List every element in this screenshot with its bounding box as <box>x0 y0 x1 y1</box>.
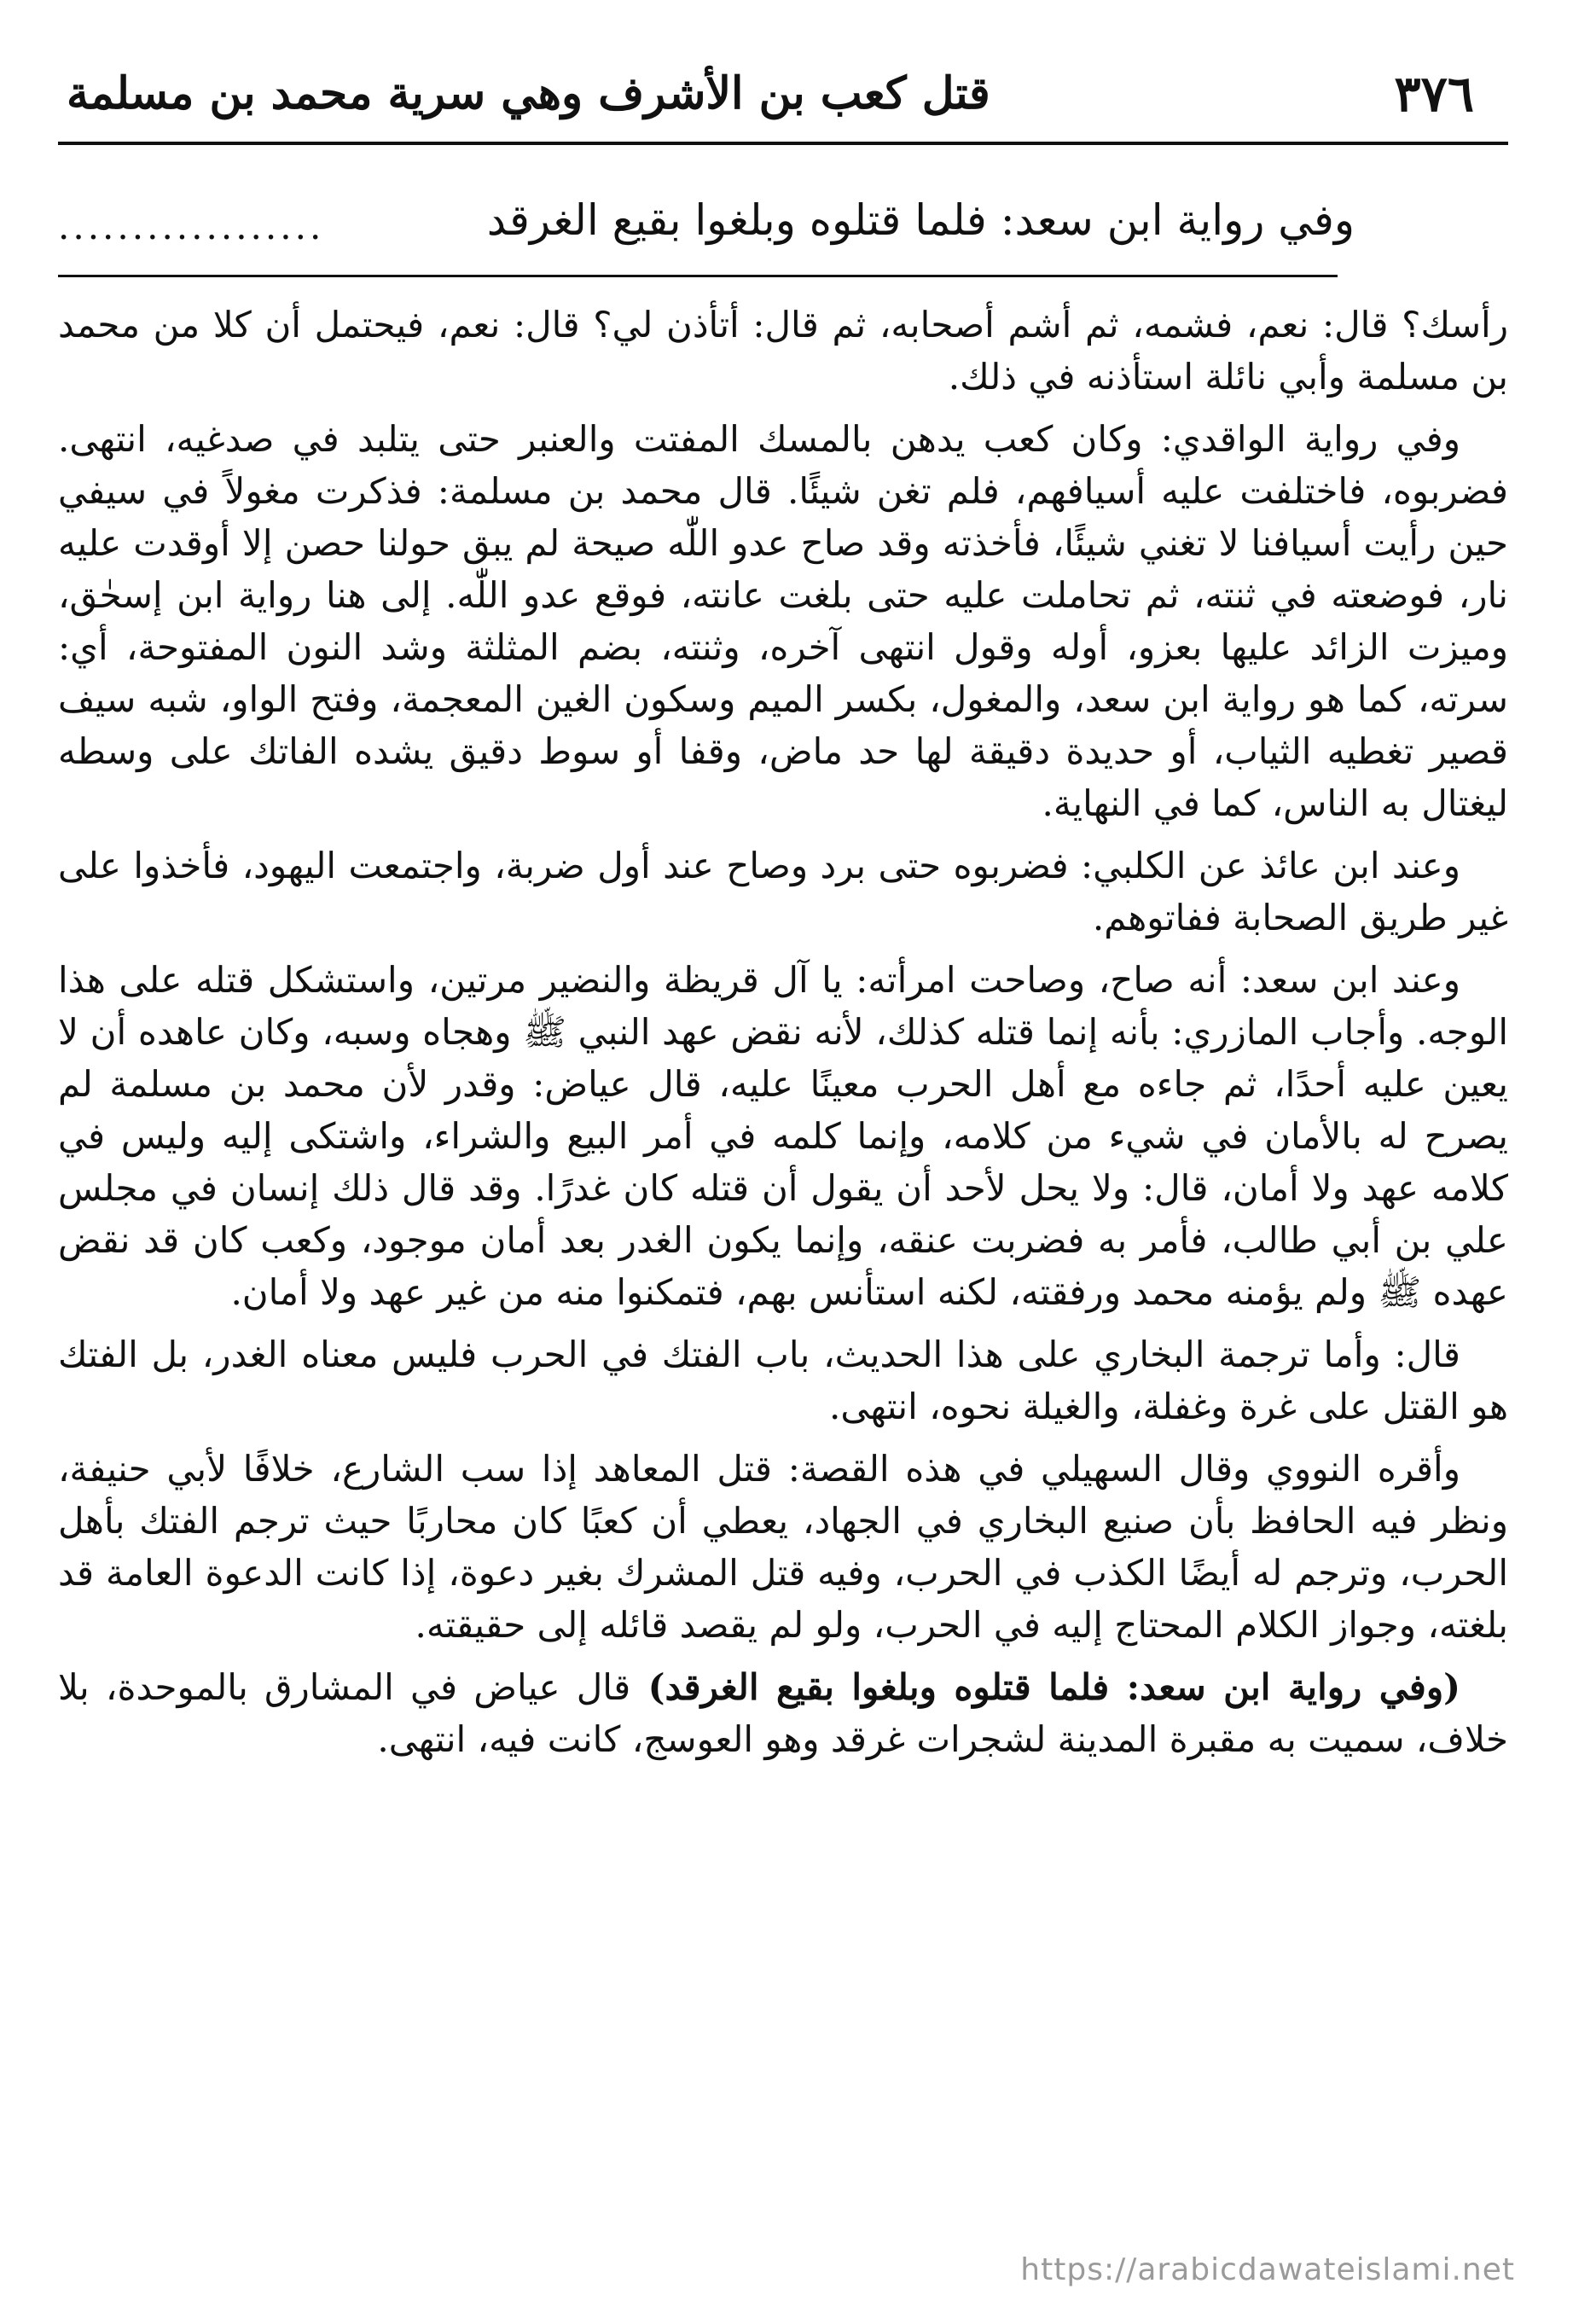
paragraph <box>58 1328 1508 1432</box>
paragraph-text: وعند ابن سعد: أنه صاح، وصاحت امرأته: يا آل قريظة والنضير مرتين، واستشكل قتله على هذا الوجه. وأجاب المازري: بأنه إنما قتله كذلك، لأنه نقض عهد النبي ﷺ وهجاه وسبه، وكان عاهده أن لا يعين عليه أحدًا، ثم جاءه مع أهل الحرب معينًا عليه، قال عياض: وقدر لأن محمد بن مسلمة لم يصرح له بالأمان في شيء من كلامه، وإنما كلمه في أمر البيع والشراء، واشتكى إليه وليس في كلامه عهد ولا أمان، قال: ولا يحل لأحد أن يقول أن قتله كان غدرًا. وقد قال ذلك إنسان في مجلس علي بن أبي طالب، فأمر به فضربت عنقه، وإنما يكون الغدر بعد أمان موجود، وكعب كان قد نقض عهده ﷺ ولم يؤمنه محمد ورفقته، لكنه استأنس بهم، فتمكنوا منه من غير عهد ولا أمان. <box>58 959 1508 1313</box>
paragraph <box>58 840 1508 944</box>
banner-title: وفي رواية ابن سعد: فلما قتلوه وبلغوا بقيع الغرقد <box>486 195 1355 245</box>
header-rule <box>58 142 1508 145</box>
body-text <box>58 299 1508 1775</box>
paragraph <box>58 954 1508 1318</box>
paragraph <box>58 299 1508 403</box>
paragraph-text: رأسك؟ قال: نعم، فشمه، ثم أشم أصحابه، ثم قال: أتأذن لي؟ قال: نعم، فيحتمل أن كلا من محمد بن مسلمة وأبي نائلة استأذنه في ذلك. <box>58 304 1508 398</box>
paragraph-lead: (وفي رواية ابن سعد: فلما قتلوه وبلغوا بقيع الغرقد) <box>630 1666 1461 1708</box>
paragraph <box>58 1661 1508 1765</box>
paragraph-text: وفي رواية الواقدي: وكان كعب يدهن بالمسك المفتت والعنبر حتى يتلبد في صدغيه، انتهى. فضربوه، فاختلفت عليه أسيافهم، فلم تغن شيئًا. قال محمد بن مسلمة: فذكرت مغولاً في سيفي حين رأيت أسيافنا لا تغني شيئًا، فأخذته وقد صاح عدو اللّٰه صيحة لم يبق حولنا حصن إلا أوقدت عليه نار، فوضعته في ثنته، ثم تحاملت عليه حتى بلغت عانته، فوقع عدو اللّٰه. إلى هنا رواية ابن إسحٰق، وميزت الزائد عليها بعزو، أوله وقول انتهى آخره، وثنته، بضم المثلثة وشد النون المفتوحة، أي: سرته، كما هو رواية ابن سعد، والمغول، بكسر الميم وسكون الغين المعجمة، وفتح الواو، شبه سيف قصير تغطيه الثياب، أو حديدة دقيقة لها حد ماض، وقفا أو سوط دقيق يشده الفاتك على وسطه ليغتال به الناس، كما في النهاية. <box>58 418 1508 824</box>
paragraph-text: وعند ابن عائذ عن الكلبي: فضربوه حتى برد وصاح عند أول ضربة، واجتمعت اليهود، فأخذوا على غير طريق الصحابة ففاتوهم. <box>58 845 1508 938</box>
paragraph-text: وأقره النووي وقال السهيلي في هذه القصة: قتل المعاهد إذا سب الشارع، خلافًا لأبي حنيفة، ونظر فيه الحافظ بأن صنيع البخاري في الجهاد، يعطي أن كعبًا كان محاربًا حيث ترجم الفتك بأهل الحرب، وترجم له أيضًا الكذب في الحرب، وفيه قتل المشرك بغير دعوة، إذا كانت الدعوة العامة قد بلغته، وجواز الكلام المحتاج إليه في الحرب، ولو لم يقصد قائله إلى حقيقته. <box>58 1448 1508 1646</box>
paragraph <box>58 1443 1508 1651</box>
running-title: قتل كعب بن الأشرف وهي سرية محمد بن مسلمة <box>67 67 990 119</box>
page-number: ٣٧٦ <box>1394 65 1474 123</box>
paragraph <box>58 413 1508 829</box>
paragraph-text: قال عياض في المشارق بالموحدة، بلا خلاف، سميت به مقبرة المدينة لشجرات غرقد وهو العوسج، كانت فيه، انتهى. <box>58 1666 1508 1760</box>
banner-dots: .................. <box>58 206 325 247</box>
site-watermark: https://arabicdawateislami.net <box>1020 2252 1515 2287</box>
paragraph-text: قال: وأما ترجمة البخاري على هذا الحديث، باب الفتك في الحرب فليس معناه الغدر، بل الفتك هو القتل على غرة وغفلة، والغيلة نحوه، انتهى. <box>58 1333 1508 1427</box>
banner-rule <box>58 275 1338 277</box>
running-header <box>58 51 1508 137</box>
section-banner <box>58 177 1355 271</box>
